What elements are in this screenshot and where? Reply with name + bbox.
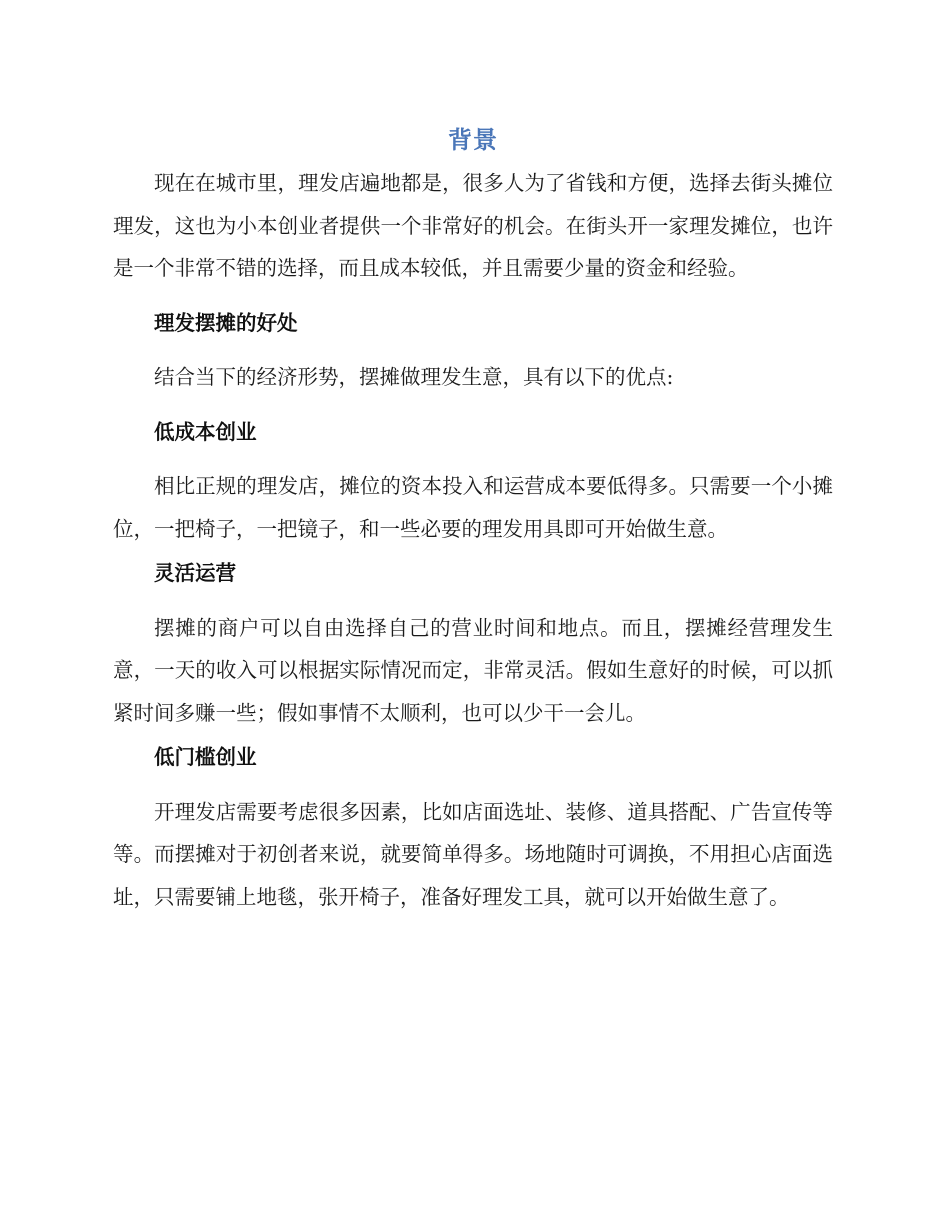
heading-benefits: 理发摆摊的好处	[154, 310, 298, 335]
heading-flexible: 灵活运营	[154, 561, 236, 585]
paragraph-low-cost: 相比正规的理发店，摊位的资本投入和运营成本要低得多。只需要一个小摊位，一把椅子，一把镜子，和一些必要的理发用具即可开始做生意。	[113, 474, 833, 541]
document-title: 背景	[448, 126, 498, 154]
paragraph-benefits-intro: 结合当下的经济形势，摆摊做理发生意，具有以下的优点:	[154, 365, 674, 389]
paragraph-intro: 现在在城市里，理发店遍地都是，很多人为了省钱和方便，选择去街头摊位理发，这也为小本创业者提供一个非常好的机会。在街头开一家理发摊位，也许是一个非常不错的选择，而且成本较低，并且需要少量的资金和经验。	[113, 171, 833, 280]
heading-low-cost: 低成本创业	[154, 419, 257, 444]
heading-low-barrier: 低门槛创业	[154, 745, 257, 769]
document-body	[113, 118, 833, 918]
paragraph-flexible: 摆摊的商户可以自由选择自己的营业时间和地点。而且，摆摊经营理发生意，一天的收入可以根据实际情况而定，非常灵活。假如生意好的时候，可以抓紧时间多赚一些；假如事情不太顺利，也可以少干一会儿。	[113, 615, 833, 725]
paragraph-low-barrier: 开理发店需要考虑很多因素，比如店面选址、装修、道具搭配、广告宣传等等。而摆摊对于初创者来说，就要简单得多。场地随时可调换，不用担心店面选址，只需要铺上地毯，张开椅子，准备好理发工具，就可以开始做生意了。	[113, 799, 833, 909]
